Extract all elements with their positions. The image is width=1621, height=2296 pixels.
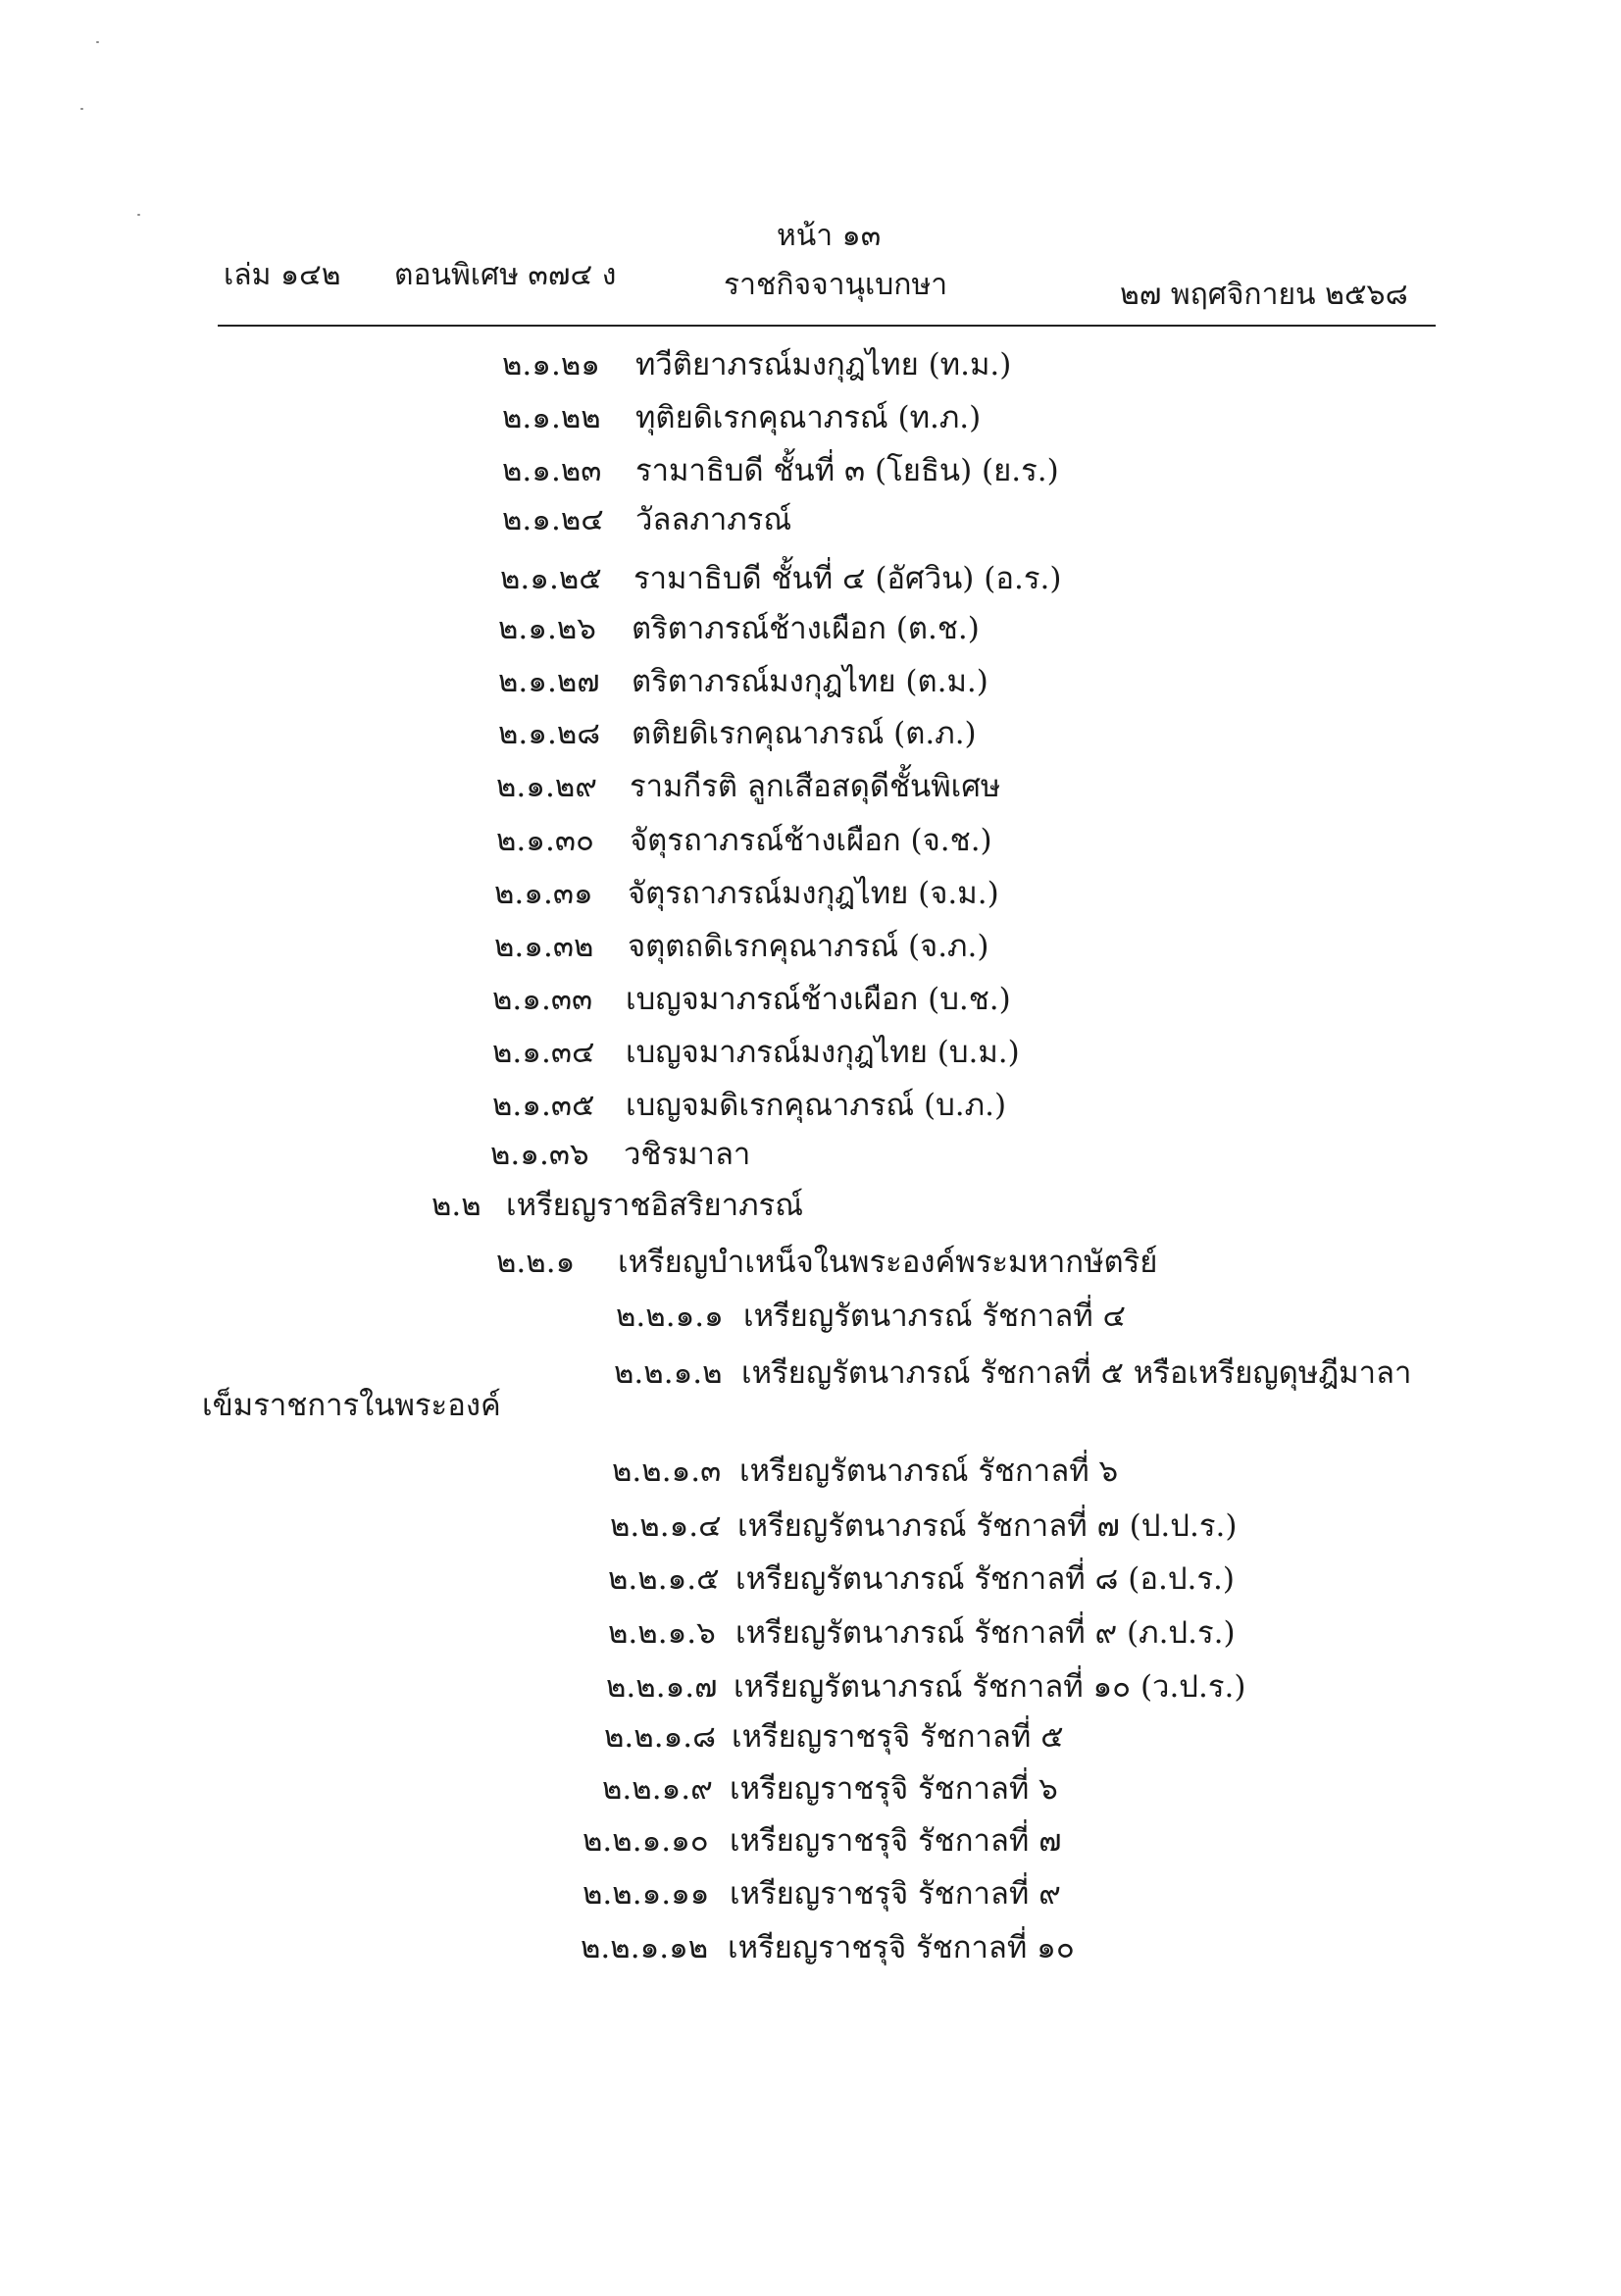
item-text: ตติยดิเรกคุณาภรณ์ (ต.ภ.) bbox=[632, 716, 977, 751]
item-number: ๒.๒.๑.๗ bbox=[606, 1669, 718, 1705]
item-text: วัลลภาภรณ์ bbox=[635, 502, 792, 537]
item-text: จัตุรถาภรณ์ช้างเผือก (จ.ช.) bbox=[630, 823, 992, 858]
item-text: เหรียญราชรุจิ รัชกาลที่ ๙ bbox=[730, 1876, 1061, 1912]
list-item bbox=[606, 1669, 1246, 1705]
list-item bbox=[608, 1561, 1235, 1597]
list-item bbox=[498, 716, 977, 751]
item-number: ๒.๒.๑.๖ bbox=[608, 1615, 716, 1651]
item-text: เบญจมดิเรกคุณาภรณ์ (บ.ภ.) bbox=[626, 1088, 1007, 1123]
list-item bbox=[502, 400, 982, 435]
list-item bbox=[502, 347, 1012, 383]
item-number: ๒.๑.๒๓ bbox=[502, 453, 602, 488]
item-number: ๒.๑.๓๖ bbox=[490, 1137, 589, 1172]
item-number: ๒.๒.๑.๔ bbox=[610, 1508, 722, 1544]
item-text: รามาธิบดี ชั้นที่ ๓ (โยธิน) (ย.ร.) bbox=[635, 453, 1059, 488]
item-number: ๒.๑.๒๖ bbox=[498, 611, 596, 646]
subsection-title: เหรียญบำเหน็จในพระองค์พระมหากษัตริย์ bbox=[618, 1245, 1158, 1280]
item-number: ๒.๑.๓๕ bbox=[492, 1088, 595, 1123]
list-item bbox=[612, 1456, 1118, 1487]
list-item bbox=[500, 561, 1062, 596]
item-number: ๒.๒.๑.๕ bbox=[608, 1561, 720, 1597]
item-text: เหรียญราชรุจิ รัชกาลที่ ๖ bbox=[730, 1771, 1058, 1807]
item-number: ๒.๑.๒๒ bbox=[502, 400, 601, 435]
item-number: ๒.๒.๑.๑๒ bbox=[581, 1930, 709, 1965]
item-text: จตุตถดิเรกคุณาภรณ์ (จ.ภ.) bbox=[628, 929, 989, 964]
item-number: ๒.๑.๒๗ bbox=[498, 664, 600, 699]
issue-label: ตอนพิเศษ ๓๗๔ ง bbox=[394, 258, 617, 292]
page-number-label: หน้า ๑๓ bbox=[777, 219, 882, 253]
item-number: ๒.๑.๓๔ bbox=[492, 1035, 595, 1070]
item-text: วชิรมาลา bbox=[624, 1137, 751, 1172]
list-item bbox=[498, 664, 988, 699]
item-number: ๒.๑.๒๕ bbox=[500, 561, 602, 596]
list-item bbox=[498, 611, 980, 646]
item-text: เหรียญรัตนาภรณ์ รัชกาลที่ ๔ bbox=[743, 1299, 1126, 1334]
scan-speck bbox=[80, 108, 83, 110]
item-text: เหรียญราชรุจิ รัชกาลที่ ๗ bbox=[730, 1823, 1062, 1859]
publication-title: ราชกิจจานุเบกษา bbox=[724, 268, 948, 302]
item-number: ๒.๒.๑.๙ bbox=[602, 1771, 713, 1807]
list-item bbox=[581, 1930, 1075, 1965]
list-item bbox=[583, 1876, 1061, 1912]
list-item bbox=[583, 1823, 1062, 1859]
list-item bbox=[492, 982, 1011, 1017]
item-text: ตริตาภรณ์มงกุฎไทย (ต.ม.) bbox=[632, 664, 988, 699]
volume-label: เล่ม ๑๔๒ bbox=[224, 258, 341, 292]
list-item bbox=[496, 769, 1001, 804]
item-number: ๒.๑.๒๔ bbox=[502, 502, 604, 537]
item-number: ๒.๒.๑.๒ bbox=[614, 1355, 723, 1391]
item-number: ๒.๑.๓๑ bbox=[494, 876, 593, 911]
item-text: เหรียญรัตนาภรณ์ รัชกาลที่ ๑๐ (ว.ป.ร.) bbox=[734, 1669, 1246, 1705]
list-item bbox=[616, 1301, 1126, 1332]
item-number: ๒.๒.๑.๑๑ bbox=[583, 1876, 710, 1912]
list-item bbox=[490, 1137, 751, 1172]
list-item bbox=[614, 1355, 1412, 1391]
item-text: เหรียญรัตนาภรณ์ รัชกาลที่ ๕ หรือเหรียญดุษฎีมาลา bbox=[741, 1355, 1412, 1391]
item-text: เบญจมาภรณ์ช้างเผือก (บ.ช.) bbox=[626, 982, 1011, 1017]
section-heading bbox=[431, 1188, 803, 1223]
item-text: เบญจมาภรณ์มงกุฎไทย (บ.ม.) bbox=[626, 1035, 1020, 1070]
list-item bbox=[608, 1615, 1236, 1651]
continuation-text: เข็มราชการในพระองค์ bbox=[202, 1388, 501, 1423]
item-text: เหรียญราชรุจิ รัชกาลที่ ๕ bbox=[732, 1719, 1064, 1755]
item-text: เหรียญรัตนาภรณ์ รัชกาลที่ ๘ (อ.ป.ร.) bbox=[735, 1561, 1235, 1597]
list-item bbox=[492, 1035, 1020, 1070]
list-item bbox=[494, 929, 989, 964]
item-number: ๒.๑.๓๓ bbox=[492, 982, 593, 1017]
item-number: ๒.๒.๑.๑ bbox=[616, 1299, 724, 1334]
item-number: ๒.๑.๒๘ bbox=[498, 716, 601, 751]
item-text: เหรียญรัตนาภรณ์ รัชกาลที่ ๗ (ป.ป.ร.) bbox=[737, 1508, 1238, 1544]
item-text: ทวีติยาภรณ์มงกุฎไทย (ท.ม.) bbox=[635, 347, 1012, 383]
section-number: ๒.๒ bbox=[431, 1188, 481, 1223]
item-number: ๒.๒.๑.๓ bbox=[612, 1454, 722, 1489]
subsection-heading bbox=[496, 1245, 1158, 1280]
list-item bbox=[494, 876, 999, 911]
item-number: ๒.๑.๓๐ bbox=[496, 823, 594, 858]
item-text: รามาธิบดี ชั้นที่ ๔ (อัศวิน) (อ.ร.) bbox=[633, 561, 1062, 596]
list-item bbox=[496, 823, 992, 858]
item-number: ๒.๒.๑.๘ bbox=[604, 1719, 717, 1755]
item-number: ๒.๒.๑.๑๐ bbox=[583, 1823, 709, 1859]
list-item bbox=[492, 1088, 1007, 1123]
publication-date: ๒๗ พฤศจิกายน ๒๕๖๘ bbox=[1120, 278, 1408, 312]
list-item bbox=[502, 453, 1059, 488]
section-title: เหรียญราชอิสริยาภรณ์ bbox=[506, 1188, 803, 1223]
item-number: ๒.๑.๒๙ bbox=[496, 769, 597, 804]
list-item bbox=[502, 502, 792, 537]
list-item bbox=[602, 1771, 1058, 1807]
item-text: เหรียญราชรุจิ รัชกาลที่ ๑๐ bbox=[728, 1930, 1075, 1965]
scan-speck bbox=[96, 41, 99, 43]
item-text: ทุติยดิเรกคุณาภรณ์ (ท.ภ.) bbox=[635, 400, 982, 435]
item-text: จัตุรถาภรณ์มงกุฎไทย (จ.ม.) bbox=[628, 876, 999, 911]
item-number: ๒.๑.๒๑ bbox=[502, 347, 600, 383]
header-rule bbox=[218, 325, 1436, 327]
item-text: ตริตาภรณ์ช้างเผือก (ต.ช.) bbox=[632, 611, 980, 646]
scan-speck bbox=[137, 214, 140, 216]
subsection-number: ๒.๒.๑ bbox=[496, 1245, 576, 1280]
item-text: เหรียญรัตนาภรณ์ รัชกาลที่ ๙ (ภ.ป.ร.) bbox=[735, 1615, 1236, 1651]
item-text: เหรียญรัตนาภรณ์ รัชกาลที่ ๖ bbox=[739, 1454, 1119, 1489]
item-text: รามกีรติ ลูกเสือสดุดีชั้นพิเศษ bbox=[630, 769, 1001, 804]
list-item bbox=[610, 1508, 1238, 1544]
list-item bbox=[604, 1719, 1064, 1755]
item-number: ๒.๑.๓๒ bbox=[494, 929, 594, 964]
